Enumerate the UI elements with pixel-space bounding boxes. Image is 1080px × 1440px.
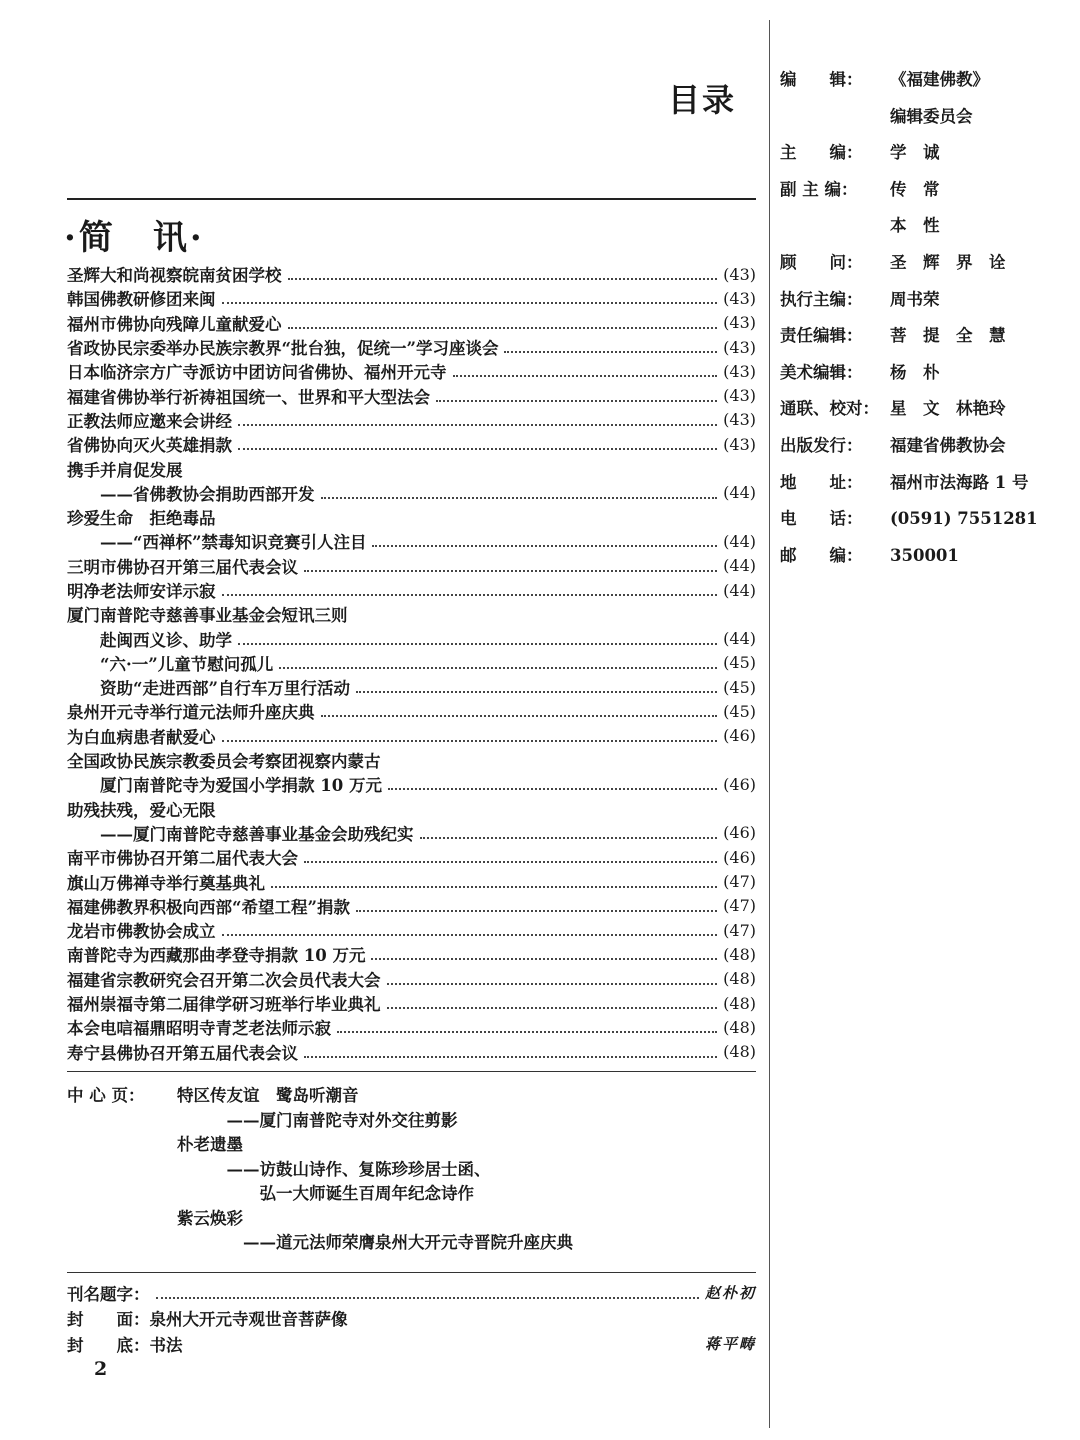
masthead-row [780,212,1070,249]
toc-entry-title: 圣辉大和尚视察皖南贫困学校 [67,266,282,286]
toc-entry [67,675,756,699]
toc-entry [67,651,756,675]
toc-entry-title: 南普陀寺为西藏那曲孝登寺捐款 10 万元 [67,946,366,966]
masthead-value: 福州市法海路 1 号 [890,472,1029,492]
leader-dots [288,327,718,329]
back-cover-row [67,1331,756,1357]
toc-entry-page: (48) [723,993,756,1013]
masthead [780,66,1070,578]
toc-entry-title: 资助“走进西部”自行车万里行活动 [67,679,350,699]
masthead-value: 传 常 [890,179,940,199]
toc-entry-page: (44) [723,531,756,551]
back-cover-value: 书法 [149,1335,183,1355]
masthead-row [780,505,1070,542]
masthead-label: 副 主 编： [780,179,858,199]
center-page-line: 弘一大师诞生百周年纪念诗作 [177,1184,474,1203]
section-heading: ·简 讯· [64,218,205,258]
toc-entry-page: (43) [723,361,756,381]
toc-entry [67,432,756,456]
back-cover-label: 封 底： [67,1335,150,1355]
center-page-label: 中 心 页： [67,1086,145,1105]
toc-entry-page: (43) [723,434,756,454]
toc-entry-page: (46) [723,847,756,867]
toc-entry-title: 本会电唁福鼎昭明寺青芝老法师示寂 [67,1019,331,1039]
leader-dots [388,788,717,790]
toc-entry [67,967,756,991]
masthead-row [780,469,1070,506]
title-calligraphy-signature: 赵朴初 [704,1284,756,1303]
toc-entry-title: 省政协民宗委举办民族宗教界“批台独，促统一”学习座谈会 [67,339,499,359]
toc-entry-title: 南平市佛协召开第二届代表大会 [67,849,298,869]
leader-dots [238,643,717,645]
toc-entry-title: ——“西禅杯”禁毒知识竞赛引人注目 [67,533,367,553]
toc-entry-page: (44) [723,483,756,503]
toc-entry-title: 泉州开元寺举行道元法师升座庆典 [67,703,315,723]
toc-entry [67,821,756,845]
leader-dots [436,400,717,402]
leader-dots [387,1007,718,1009]
page-number: 2 [94,1358,108,1380]
masthead-value: (0591) 7551281 [890,509,1038,529]
leader-dots [238,448,717,450]
toc-entry [67,505,756,529]
leader-dots [420,837,718,839]
toc-entry-page: (44) [723,580,756,600]
leader-dots [321,715,718,717]
toc-entry [67,286,756,310]
toc-entry-title: 福建佛教界积极向西部“希望工程”捐款 [67,897,350,917]
toc-entry-page: (43) [723,386,756,406]
back-cover-signature: 蒋平畴 [704,1335,756,1354]
top-divider [67,198,756,200]
toc-entry [67,408,756,432]
toc-entry-title: 赴闽西义诊、助学 [67,630,232,650]
leader-dots [356,691,717,693]
toc-entry [67,1040,756,1064]
toc-entry [67,991,756,1015]
toc-entry-page: (47) [723,872,756,892]
toc-entry-title: 明净老法师安详示寂 [67,582,216,601]
toc-entry [67,1015,756,1039]
toc-entry-title: 省佛协向灭火英雄捐款 [67,436,232,456]
leader-dots [337,1031,717,1033]
column-divider [769,20,770,1428]
leader-dots [356,910,717,912]
toc-entry [67,262,756,286]
masthead-value: 学 诚 [890,143,940,163]
center-page-line: ——访鼓山诗作、复陈珍珍居士函、 [177,1159,491,1179]
toc-entry [67,554,756,578]
toc-entry-title: 福建省佛协举行祈祷祖国统一、世界和平大型法会 [67,387,430,407]
toc-entry-page: (48) [723,969,756,989]
toc-entry-title: 寿宁县佛协召开第五届代表会议 [67,1043,298,1063]
leader-dots [321,497,718,499]
toc-entry-page: (45) [723,653,756,673]
toc-entry [67,772,756,796]
toc-entry-page: (45) [723,677,756,697]
toc-title: 目录 [668,81,737,119]
toc-entry-page: (48) [723,1042,756,1062]
leader-dots [304,861,717,863]
toc-entry-page: (46) [723,726,756,746]
leader-dots [238,424,717,426]
masthead-label: 地 址： [780,472,863,492]
toc-entry-title: 全国政协民族宗教委员会考察团视察内蒙古 [67,752,381,772]
masthead-row [780,139,1070,176]
toc-entry-page: (43) [723,337,756,357]
toc-entry [67,578,756,602]
leader-dots [222,740,718,742]
toc-entry-title: ——厦门南普陀寺慈善事业基金会助残纪实 [67,824,414,844]
center-page-line: 紫云焕彩 [177,1208,243,1228]
toc-entry-title: ——省佛教协会捐助西部开发 [67,484,315,504]
toc-entry [67,383,756,407]
toc-entry [67,481,756,505]
masthead-row [780,359,1070,396]
toc-entry-page: (43) [723,288,756,308]
center-page-lines [177,1084,756,1256]
toc-entry [67,748,756,772]
masthead-value: 350001 [890,545,959,565]
toc-entry [67,845,756,869]
masthead-value: 福建省佛教协会 [890,435,1006,455]
toc-entry-title: 携手并肩促发展 [67,460,183,480]
leader-dots [156,1297,699,1299]
toc-entry-title: 厦门南普陀寺为爱国小学捐款 10 万元 [67,776,382,796]
toc-entry-title: 福州市佛协向残障儿童献爱心 [67,314,282,334]
toc-entry [67,797,756,821]
center-page-line: 特区传友谊 鹭岛听潮音 [177,1086,359,1105]
masthead-label: 出版发行： [780,435,863,455]
toc-entry-page: (43) [723,264,756,284]
leader-dots [279,667,717,669]
toc-entry-title: 龙岩市佛教协会成立 [67,922,216,942]
leader-dots [271,886,717,888]
toc-entry-page: (47) [723,896,756,916]
toc-entry-title: 三明市佛协召开第三届代表会议 [67,557,298,577]
toc-list [67,262,756,1064]
masthead-value: 编辑委员会 [890,106,973,126]
toc-entry-title: 福建省宗教研究会召开第二次会员代表大会 [67,970,381,990]
toc-entry-page: (46) [723,823,756,843]
leader-dots [222,934,718,936]
toc-entry-page: (48) [723,1017,756,1037]
toc-entry-page: (43) [723,313,756,333]
masthead-label: 顾 问： [780,252,863,272]
toc-entry-page: (47) [723,920,756,940]
masthead-row [780,103,1070,140]
middle-divider [67,1071,756,1072]
masthead-row [780,432,1070,469]
toc-entry-title: 旗山万佛禅寺举行奠基典礼 [67,873,265,893]
masthead-label: 邮 编： [780,545,863,565]
toc-entry-title: 为白血病患者献爱心 [67,727,216,747]
masthead-row [780,66,1070,103]
toc-entry-title: 福州崇福寺第二届律学研习班举行毕业典礼 [67,995,381,1015]
leader-dots [372,545,717,547]
toc-entry-title: “六·一”儿童节慰问孤儿 [67,654,274,674]
toc-entry-title: 助残扶残，爱心无限 [67,800,216,820]
masthead-value: 周书荣 [890,289,940,309]
leader-dots [288,278,718,280]
toc-entry-page: (44) [723,556,756,576]
masthead-value: 圣 辉 界 诠 [890,252,1006,272]
toc-entry [67,869,756,893]
title-calligraphy-label: 刊名题字： [67,1284,150,1304]
toc-entry [67,626,756,650]
toc-entry-title: 珍爱生命 拒绝毒品 [67,509,216,529]
masthead-row [780,542,1070,579]
bottom-divider [67,1272,756,1273]
toc-entry-title: 厦门南普陀寺慈善事业基金会短讯三则 [67,606,348,626]
masthead-value: 本 性 [890,216,940,236]
leader-dots [387,983,718,985]
leader-dots [222,594,718,596]
toc-entry [67,724,756,748]
masthead-label: 电 话： [780,509,863,529]
masthead-label: 责任编辑： [780,326,863,346]
toc-entry-page: (43) [723,410,756,430]
toc-entry-title: 日本临济宗方广寺派访中团访问省佛协、福州开元寺 [67,363,447,383]
leader-dots [222,302,718,304]
masthead-label: 通联、校对： [780,399,879,419]
masthead-row [780,286,1070,323]
toc-entry-title: 正教法师应邀来会讲经 [67,411,232,431]
center-page-line: ——道元法师荣膺泉州大开元寺晋院升座庆典 [177,1233,573,1252]
leader-dots [304,570,717,572]
masthead-value: 《福建佛教》 [890,70,989,89]
cover-row [67,1306,756,1332]
toc-entry [67,359,756,383]
credits-block [67,1280,756,1357]
center-page-line: ——厦门南普陀寺对外交往剪影 [177,1110,458,1130]
masthead-row [780,395,1070,432]
toc-entry [67,942,756,966]
center-page-line: 朴老遗墨 [177,1135,243,1154]
title-calligraphy-row [67,1280,756,1306]
toc-entry [67,311,756,335]
toc-entry-page: (48) [723,944,756,964]
toc-entry [67,529,756,553]
masthead-label: 美术编辑： [780,362,863,382]
leader-dots [504,351,717,353]
toc-entry [67,335,756,359]
masthead-value: 菩 提 全 慧 [890,326,1006,346]
toc-entry [67,602,756,626]
toc-entry [67,699,756,723]
masthead-label: 主 编： [780,143,863,163]
masthead-row [780,322,1070,359]
masthead-label: 编 辑： [780,70,863,89]
center-page-block [67,1084,756,1256]
leader-dots [453,375,718,377]
masthead-row [780,249,1070,286]
masthead-label [780,212,890,249]
masthead-label [780,103,890,140]
cover-value: 泉州大开元寺观世音菩萨像 [149,1310,348,1330]
leader-dots [371,958,717,960]
toc-entry-title: 韩国佛教研修团来闽 [67,290,216,310]
toc-entry-page: (45) [723,701,756,721]
toc-entry [67,918,756,942]
masthead-label: 执行主编： [780,289,863,309]
toc-entry-page: (46) [723,774,756,794]
toc-entry [67,894,756,918]
masthead-value: 杨 朴 [890,362,940,382]
masthead-value: 星 文 林艳玲 [890,399,1006,419]
cover-label: 封 面： [67,1310,150,1330]
masthead-row [780,176,1070,213]
toc-entry [67,456,756,480]
leader-dots [304,1056,717,1058]
toc-entry-page: (44) [723,629,756,649]
